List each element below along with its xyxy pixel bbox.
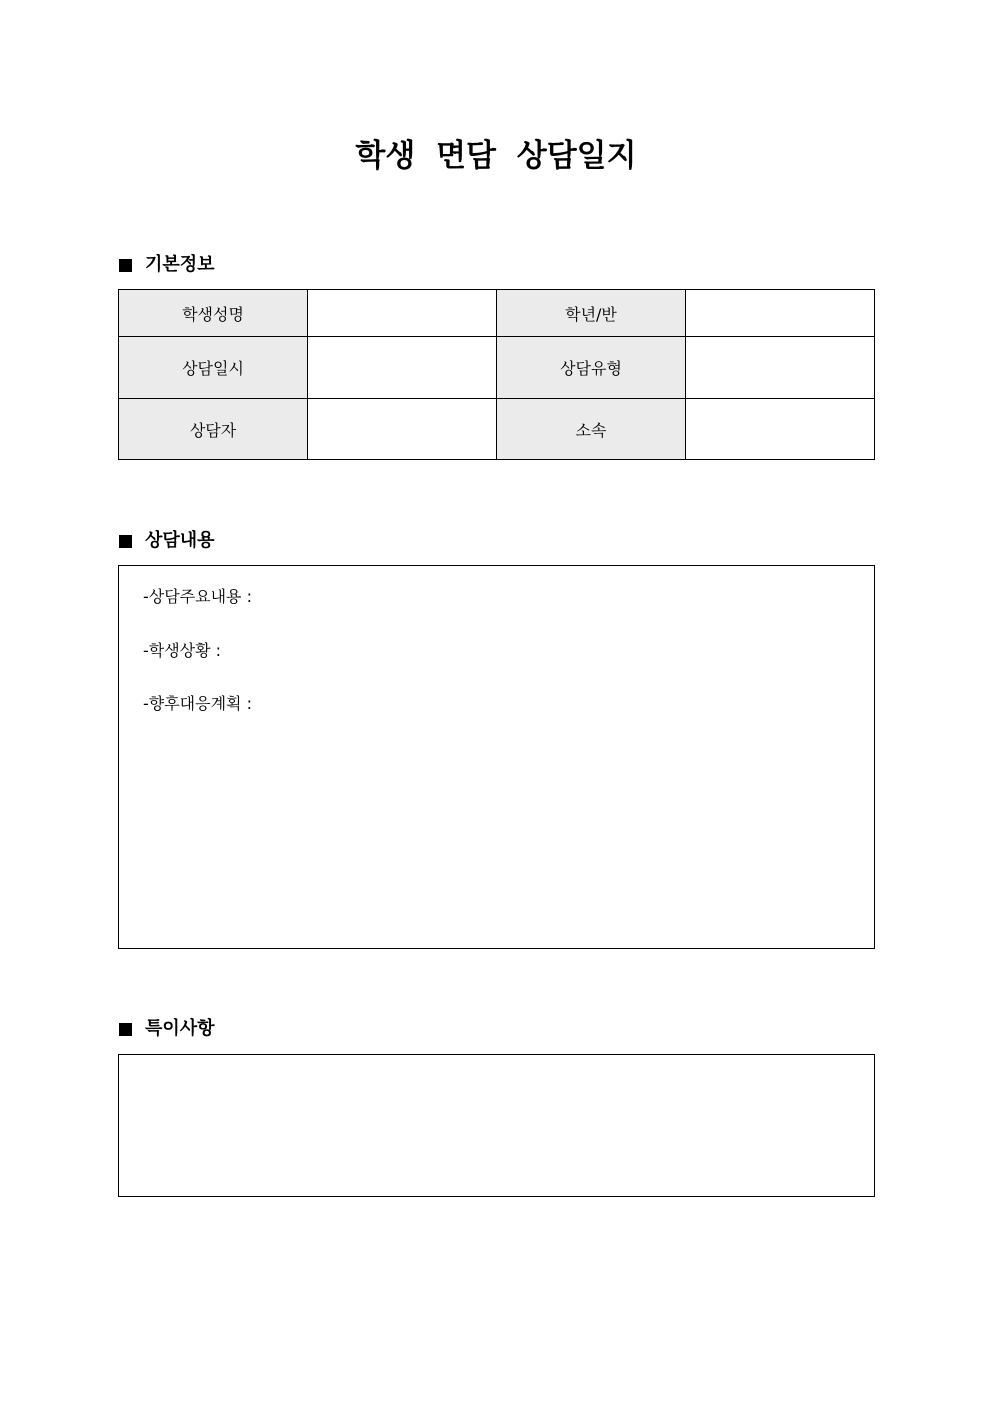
counsel-type-field[interactable] bbox=[686, 337, 875, 399]
page-title: 학생 면담 상담일지 bbox=[355, 138, 637, 174]
square-bullet-icon bbox=[119, 1023, 132, 1036]
counsel-content-box[interactable] bbox=[118, 565, 875, 949]
counsel-datetime-field[interactable] bbox=[308, 337, 497, 399]
section-heading-label: 상담내용 bbox=[145, 530, 215, 551]
table-row bbox=[119, 337, 875, 399]
affiliation-field[interactable] bbox=[686, 399, 875, 460]
basic-info-table bbox=[118, 289, 875, 460]
square-bullet-icon bbox=[119, 535, 132, 548]
label-counsel-datetime: 상담일시 bbox=[119, 337, 308, 399]
main-content-line: -상담주요내용 : bbox=[143, 587, 252, 606]
label-affiliation: 소속 bbox=[497, 399, 686, 460]
table-row bbox=[119, 290, 875, 337]
student-situation-line: -학생상황 : bbox=[143, 641, 222, 660]
table-row bbox=[119, 399, 875, 460]
counselor-field[interactable] bbox=[308, 399, 497, 460]
label-student-name: 학생성명 bbox=[119, 290, 308, 337]
label-counsel-type: 상담유형 bbox=[497, 337, 686, 399]
section-heading-notes bbox=[119, 1017, 215, 1041]
section-heading-basic-info bbox=[119, 253, 215, 277]
section-heading-label: 기본정보 bbox=[145, 254, 215, 275]
label-counselor: 상담자 bbox=[119, 399, 308, 460]
notes-box[interactable] bbox=[118, 1054, 875, 1197]
label-grade-class: 학년/반 bbox=[497, 290, 686, 337]
grade-class-field[interactable] bbox=[686, 290, 875, 337]
student-name-field[interactable] bbox=[308, 290, 497, 337]
section-heading-label: 특이사항 bbox=[145, 1018, 215, 1039]
section-heading-content bbox=[119, 529, 215, 553]
future-plan-line: -향후대응계획 : bbox=[143, 694, 252, 713]
square-bullet-icon bbox=[119, 259, 132, 272]
